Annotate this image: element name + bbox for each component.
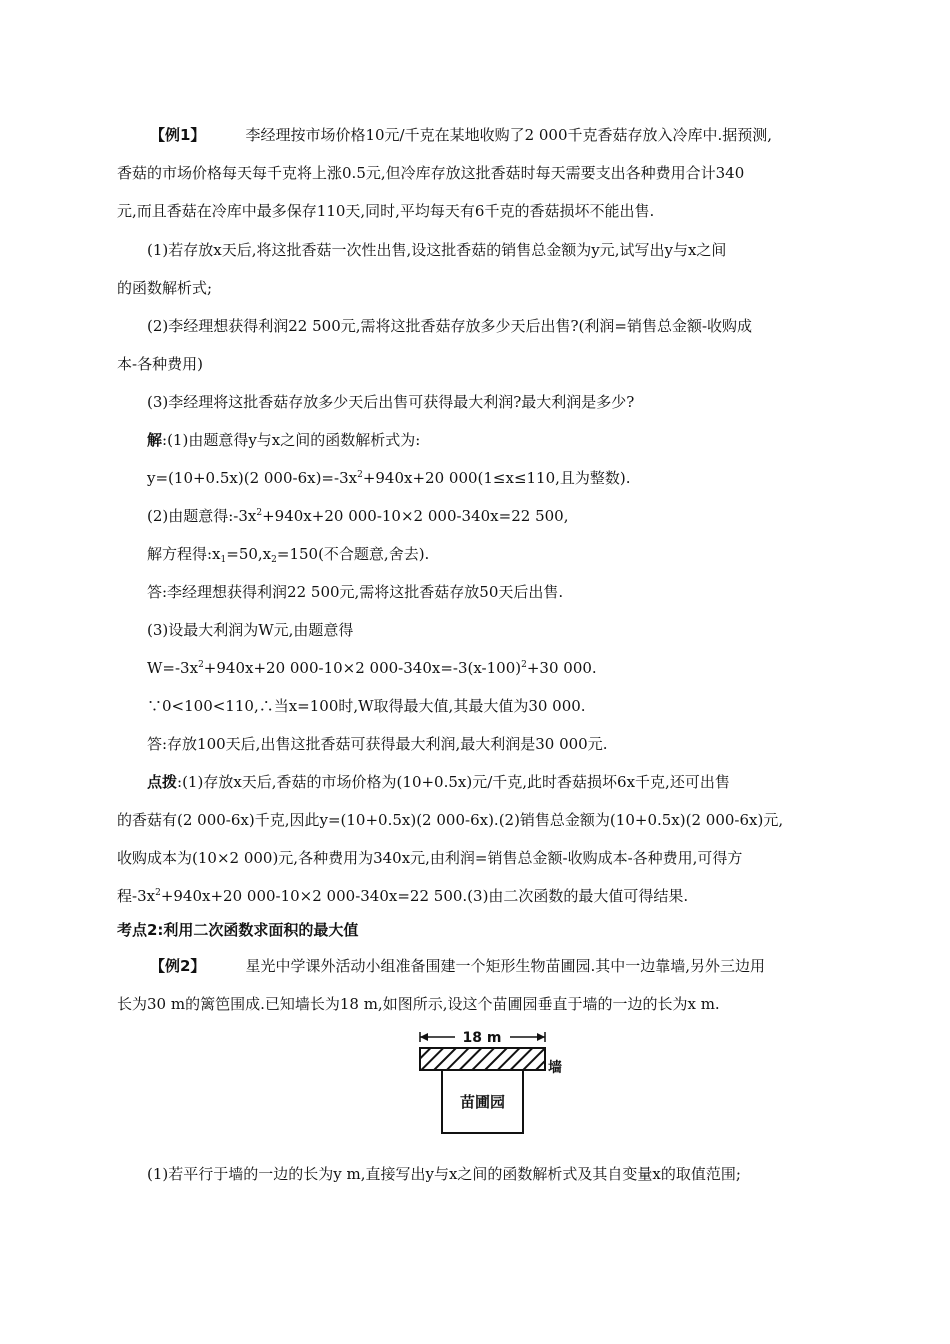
solution-line-5: 答:李经理想获得利润22 500元,需将这批香菇存放50天后出售. xyxy=(147,583,564,601)
solution-line-3 xyxy=(147,506,568,526)
example2-line-2: 长为30 m的篱笆围成.已知墙长为18 m,如图所示,设这个苗圃园垂直于墙的一边的长为x m. xyxy=(117,995,720,1013)
garden-label: 苗圃园 xyxy=(459,1093,506,1111)
wall-label: 墙 xyxy=(548,1060,562,1076)
solution-text-1: :(1)由题意得y与x之间的函数解析式为: xyxy=(162,431,421,449)
wall-rect xyxy=(420,1048,545,1070)
question-2-line-2: 本-各种费用) xyxy=(117,355,203,373)
superscript: 2 xyxy=(256,508,263,518)
example1-text-1: 李经理按市场价格10元/千克在某地收购了2 000千克香菇存放入冷库中.据预测, xyxy=(245,126,773,144)
formula-part: y=(10+0.5x)(2 000-6x)=-3x xyxy=(147,469,358,487)
garden-diagram xyxy=(415,1024,575,1136)
solution-line-4 xyxy=(147,544,429,564)
garden-diagram-svg xyxy=(415,1024,575,1136)
question-2-line-1: (2)李经理想获得利润22 500元,需将这批香菇存放多少天后出售?(利润=销售总金额-收购成 xyxy=(147,317,753,335)
question-3: (3)李经理将这批香菇存放多少天后出售可获得最大利润?最大利润是多少? xyxy=(147,393,635,411)
formula-part: +940x+20 000-10×2 000-340x=22 500.(3)由二次函数的最大值可得结果. xyxy=(160,887,689,905)
hint-text-1: :(1)存放x天后,香菇的市场价格为(10+0.5x)元/千克,此时香菇损坏6x千克,还可出售 xyxy=(177,773,730,791)
solution-line-1 xyxy=(147,430,420,450)
example2-text-1: 星光中学课外活动小组准备围建一个矩形生物苗圃园.其中一边靠墙,另外三边用 xyxy=(245,957,765,975)
example2-tag: 【例2】 xyxy=(150,957,206,975)
solution-label: 解 xyxy=(147,431,163,449)
hint-label: 点拨 xyxy=(147,773,178,791)
superscript: 2 xyxy=(198,660,204,670)
formula-part: +940x+20 000-10×2 000-340x=22 500, xyxy=(262,507,569,525)
example2-line-1 xyxy=(150,956,765,976)
formula-part: +940x+20 000-10×2 000-340x=-3(x-100) xyxy=(203,659,522,677)
subscript: 2 xyxy=(271,555,277,565)
section-2-heading: 考点2:利用二次函数求面积的最大值 xyxy=(117,921,359,939)
subscript: 1 xyxy=(220,555,227,565)
formula-part: 解方程得:x xyxy=(147,545,221,563)
arrow-left-icon xyxy=(420,1033,428,1041)
example1-line-2: 香菇的市场价格每天每千克将上涨0.5元,但冷库存放这批香菇时每天需要支出各种费用合计340 xyxy=(117,164,745,182)
formula-part: (2)由题意得:-3x xyxy=(147,507,257,525)
formula-part: +30 000. xyxy=(526,659,597,677)
arrow-right-icon xyxy=(537,1033,545,1041)
hint-line-2: 的香菇有(2 000-6x)千克,因此y=(10+0.5x)(2 000-6x).(2)销售总金额为(10+0.5x)(2 000-6x)元, xyxy=(117,811,784,829)
hint-line-1 xyxy=(147,772,730,792)
example2-question-1: (1)若平行于墙的一边的长为y m,直接写出y与x之间的函数解析式及其自变量x的取值范围; xyxy=(147,1165,741,1183)
solution-line-8: ∵0<100<110,∴当x=100时,W取得最大值,其最大值为30 000. xyxy=(147,697,586,715)
superscript: 2 xyxy=(155,888,161,898)
wall-length-label: 18 m xyxy=(462,1030,502,1046)
solution-line-6: (3)设最大利润为W元,由题意得 xyxy=(147,621,354,639)
hint-line-3: 收购成本为(10×2 000)元,各种费用为340x元,由利润=销售总金额-收购成本-各种费用,可得方 xyxy=(117,849,743,867)
hint-line-4 xyxy=(117,886,688,906)
solution-line-7 xyxy=(147,658,597,678)
question-1-line-2: 的函数解析式; xyxy=(117,279,213,297)
formula-part: =50,x xyxy=(226,545,272,563)
example1-line-3: 元,而且香菇在冷库中最多保存110天,同时,平均每天有6千克的香菇损坏不能出售. xyxy=(117,202,655,220)
formula-part: +940x+20 000(1≤x≤110,且为整数). xyxy=(362,469,631,487)
solution-line-2 xyxy=(147,468,631,488)
formula-part: 程-3x xyxy=(117,887,156,905)
question-1-line-1: (1)若存放x天后,将这批香菇一次性出售,设这批香菇的销售总金额为y元,试写出y与x之间 xyxy=(147,241,727,259)
formula-part: =150(不合题意,舍去). xyxy=(276,545,430,563)
superscript: 2 xyxy=(357,470,363,480)
solution-line-9: 答:存放100天后,出售这批香菇可获得最大利润,最大利润是30 000元. xyxy=(147,735,608,753)
example1-line-1 xyxy=(150,125,772,145)
example1-tag: 【例1】 xyxy=(150,126,206,144)
formula-part: W=-3x xyxy=(147,659,199,677)
superscript: 2 xyxy=(521,660,527,670)
